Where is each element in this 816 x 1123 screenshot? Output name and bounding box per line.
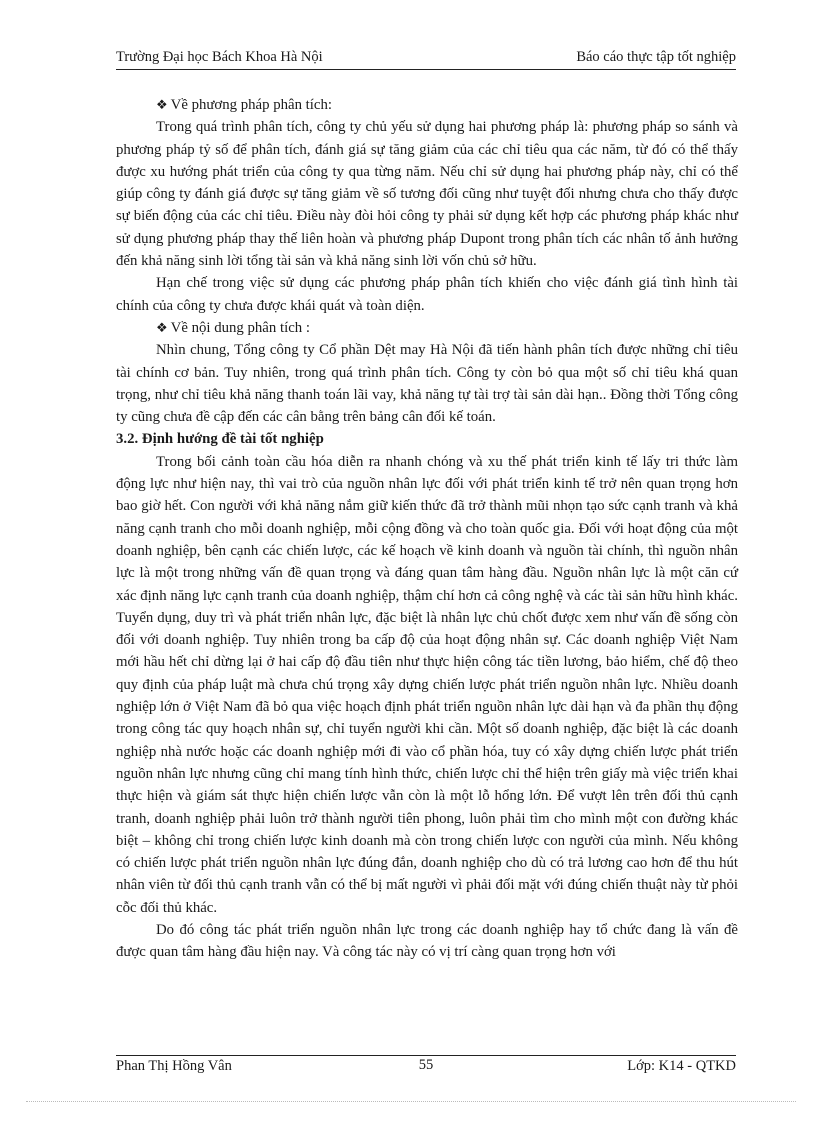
content-heading xyxy=(116,317,738,339)
page-footer xyxy=(116,1058,736,1075)
header-report-title: Báo cáo thực tập tốt nghiệp xyxy=(576,49,736,65)
method-paragraph-2: Hạn chế trong việc sử dụng các phương pháp phân tích khiến cho việc đánh giá tình hình tài chính của công ty chưa được khái quát và toàn diện. xyxy=(116,275,738,314)
body-text xyxy=(116,94,738,964)
page-header xyxy=(116,49,736,66)
method-paragraph-1: Trong quá trình phân tích, công ty chủ yếu sử dụng hai phương pháp là: phương pháp so sánh và phương pháp tỷ số để phân tích, đánh giá sự tăng giảm của các chỉ tiêu qua các năm, từ đó có thể thấy được xu hướng phát triển của công ty qua từng năm. Nếu chỉ sử dụng hai phương pháp này, chỉ có thể giúp công ty đánh giá được sự tăng giảm về số tương đối cũng như tuyệt đối nhưng chưa cho thấy được sự biến động của các chỉ tiêu. Điều này đòi hỏi công ty phải sử dụng kết hợp các phương pháp khác như sử dụng phương pháp thay thế liên hoàn và phương pháp Dupont trong phân tích các nhân tố ảnh hưởng đến khả năng sinh lời tổng tài sản và khả năng sinh lời vốn chủ sở hữu. xyxy=(116,119,738,270)
orientation-paragraph-1: Trong bối cảnh toàn cầu hóa diễn ra nhanh chóng và xu thế phát triển kinh tế lấy tri thức làm động lực như hiện nay, thì vai trò của nguồn nhân lực đối với phát triển kinh tế trở nên quan trọng hơn bao giờ hết. Con người với khả năng nắm giữ kiến thức đã trở thành mũi nhọn tạo sức cạnh tranh và khả năng cạnh tranh cho mỗi doanh nghiệp, mỗi cộng đồng và cho toàn quốc gia. Đối với hoạt động của một doanh nghiệp, bên cạnh các chiến lược, các kế hoạch về kinh doanh và nguồn tài chính, thì nguồn nhân lực là một trong những vấn đề quan trọng và đáng quan tâm hàng đầu. Nguồn nhân lực là một căn cứ xác định năng lực cạnh tranh của doanh nghiệp, thậm chí hơn cả công nghệ và các tài sản hữu hình khác. Tuyển dụng, duy trì và phát triển nhân lực, đặc biệt là nhân lực chủ chốt được xem như vấn đề sống còn đối với doanh nghiệp. Tuy nhiên trong ba cấp độ của hoạt động nhân sự. Các doanh nghiệp Việt Nam mới hầu hết chỉ dừng lại ở hai cấp độ đầu tiên như thực hiện công tác tiền lương, bảo hiểm, chế độ theo quy định của pháp luật mà chưa chú trọng xây dựng chiến lược phát triển nguồn nhân lực. Nhiều doanh nghiệp lớn ở Việt Nam đã bỏ qua việc hoạch định phát triển nguồn nhân lực dài hạn và đa phần thụ động trong công tác quy hoạch nhân sự, chỉ tuyển người khi cần. Một số doanh nghiệp, đặc biệt là các doanh nghiệp nhà nước hoặc các doanh nghiệp mới đi vào cổ phần hóa, tuy có xây dựng chiến lược phát triển nguồn nhân lực nhưng cũng chỉ mang tính hình thức, chiến lược chỉ thể hiện trên giấy mà việc triển khai thực hiện và giám sát thực hiện chiến lược vẫn còn là một lỗ hổng lớn. Để vượt lên trên đối thủ cạnh tranh, doanh nghiệp phải luôn trở thành người tiên phong, luôn phải tìm cho mình một con đường khác biệt – không chỉ trong chiến lược kinh doanh mà còn trong chiến lược con người của mình. Nếu không có chiến lược phát triển nguồn nhân lực đúng đắn, doanh nghiệp cho dù có trả lương cao hơn để thu hút nhân viên từ đối thủ cạnh tranh vẫn có thể bị mất người vì phải đối mặt với đúng chiến thuật này từ phỏi cỗc đối thủ khác. xyxy=(116,453,738,916)
orientation-paragraph-2: Do đó công tác phát triển nguồn nhân lực trong các doanh nghiệp hay tổ chức đang là vấn đề được quan tâm hàng đầu hiện nay. Và công tác này có vị trí càng quan trọng hơn với xyxy=(116,921,738,961)
section-heading-3-2: 3.2. Định hướng đề tài tốt nghiệp xyxy=(116,431,324,448)
footer-author: Phan Thị Hồng Vân xyxy=(116,1058,232,1074)
page-edge-divider xyxy=(26,1101,796,1102)
footer-class: Lớp: K14 - QTKD xyxy=(627,1058,736,1074)
footer-rule xyxy=(116,1055,736,1056)
diamond-bullet-icon: ❖ xyxy=(156,97,168,112)
method-heading xyxy=(116,94,738,116)
content-paragraph-1: Nhìn chung, Tổng công ty Cổ phần Dệt may Hà Nội đã tiến hành phân tích được những chỉ tiêu tài chính cơ bản. Tuy nhiên, trong quá trình phân tích. Công ty còn bỏ qua một số chỉ tiêu khá quan trọng, như chỉ tiêu khả năng thanh toán lãi vay, khả năng tự tài trợ tài sản dài hạn.. Đồng thời Tổng công ty cũng chưa đề cập đến các cân bằng trên bảng cân đối kế toán. xyxy=(116,342,738,426)
content-heading-text: Về nội dung phân tích : xyxy=(170,319,310,336)
page-number: 55 xyxy=(418,1057,434,1073)
header-rule xyxy=(116,69,736,70)
diamond-bullet-icon: ❖ xyxy=(156,319,168,335)
header-school: Trường Đại học Bách Khoa Hà Nội xyxy=(116,49,323,65)
method-heading-text: Về phương pháp phân tích: xyxy=(170,97,332,113)
